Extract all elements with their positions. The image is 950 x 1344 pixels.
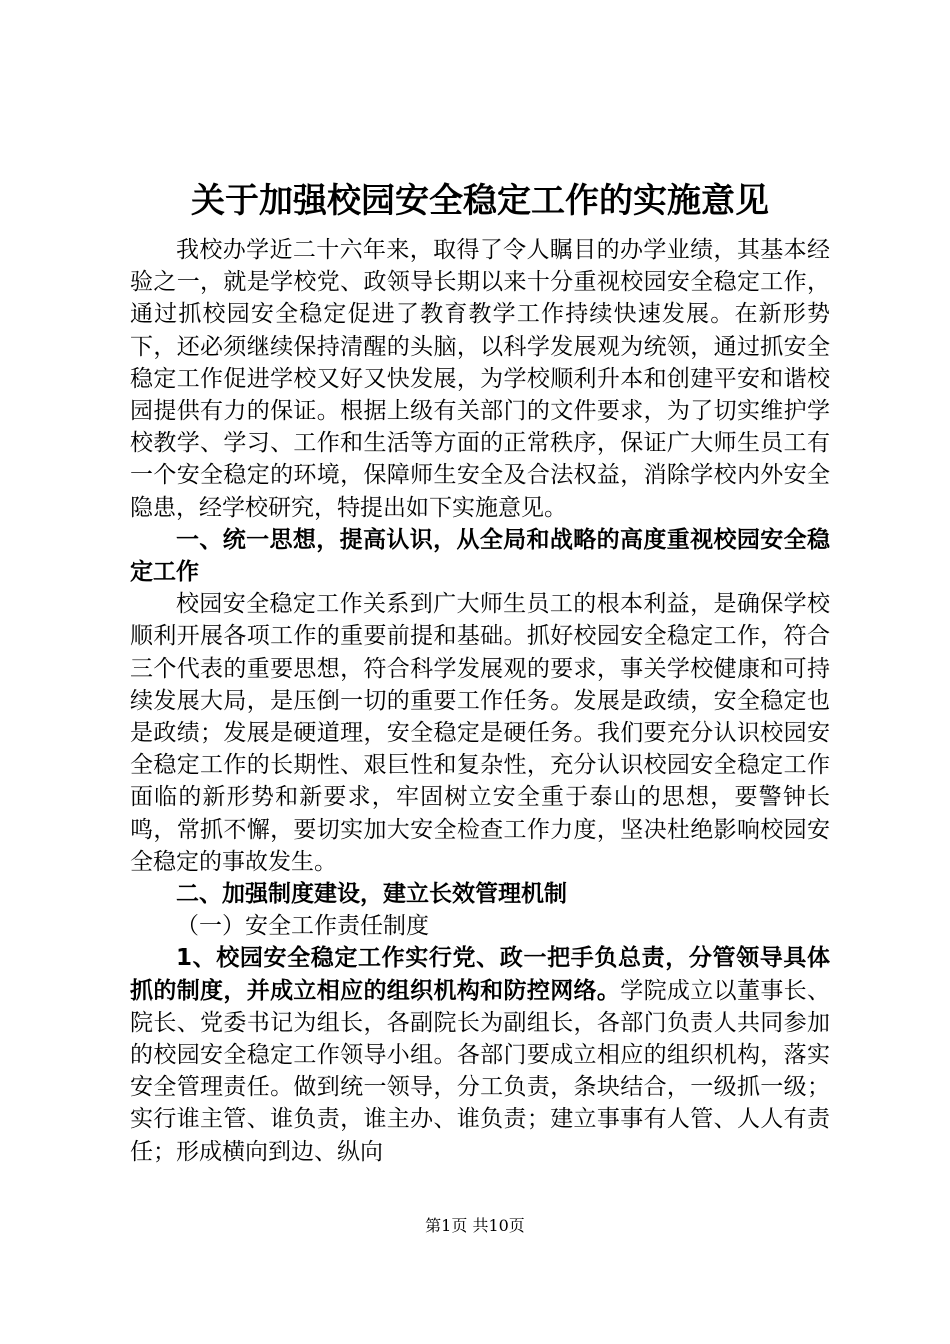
section-1-heading: 一、统一思想，提高认识，从全局和战略的高度重视校园安全稳定工作 [130,526,830,586]
page-number-footer: 第1页 共10页 [425,1216,525,1235]
item-1-lead: 1、校园安全稳定工作实行党、政一把手负总责，分管领导具体抓的制度，并成立相应的组织机构和防控网络。 [130,945,830,1004]
document-body [130,234,830,1168]
section-2-heading: 二、加强制度建设，建立长效管理机制 [176,881,567,908]
intro-paragraph: 我校办学近二十六年来，取得了令人瞩目的办学业绩，其基本经验之一，就是学校党、政领导长期以来十分重视校园安全稳定工作，通过抓校园安全稳定促进了教育教学工作持续快速发展。在新形势下，还必须继续保持清醒的头脑，以科学发展观为统领，通过抓安全稳定工作促进学校又好又快发展，为学校顺利升本和创建平安和谐校园提供有力的保证。根据上级有关部门的文件要求，为了切实维护学校教学、学习、工作和生活等方面的正常秩序，保证广大师生员工有一个安全稳定的环境，保障师生安全及合法权益，消除学校内外安全隐患，经学校研究，特提出如下实施意见。 [130,237,830,521]
item-1-body: 学院成立以董事长、院长、党委书记为组长，各副院长为副组长，各部门负责人共同参加的校园安全稳定工作领导小组。各部门要成立相应的组织机构，落实安全管理责任。做到统一领导，分工负责，条块结合，一级抓一级；实行谁主管、谁负责，谁主办、谁负责；建立事事有人管、人人有责任；形成横向到边、纵向 [130,977,831,1165]
section-1-paragraph: 校园安全稳定工作关系到广大师生员工的根本利益，是确保学校顺利开展各项工作的重要前提和基础。抓好校园安全稳定工作，符合三个代表的重要思想，符合科学发展观的要求，事关学校健康和可持续发展大局，是压倒一切的重要工作任务。发展是政绩，安全稳定也是政绩；发展是硬道理，安全稳定是硬任务。我们要充分认识校园安全稳定工作的长期性、艰巨性和复杂性，充分认识校园安全稳定工作面临的新形势和新要求，牢固树立安全重于泰山的思想，要警钟长鸣，常抓不懈，要切实加大安全检查工作力度，坚决杜绝影响校园安全稳定的事故发生。 [130,591,830,875]
document-title: 关于加强校园安全稳定工作的实施意见 [191,181,769,221]
subsection-1-heading: （一）安全工作责任制度 [176,913,429,940]
item-1-paragraph [130,942,830,1167]
